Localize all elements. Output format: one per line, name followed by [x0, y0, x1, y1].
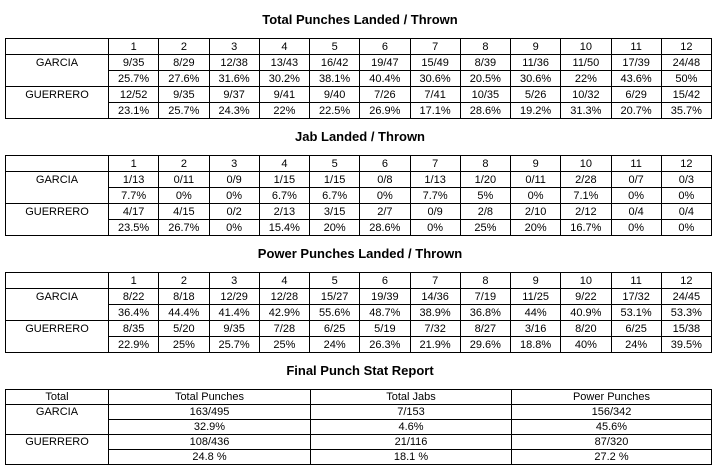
landed-thrown-cell: 9/22 [561, 289, 611, 305]
percentage-cell: 0% [410, 220, 460, 236]
landed-thrown-cell: 4/17 [109, 204, 159, 220]
landed-thrown-cell: 0/3 [661, 172, 711, 188]
round-header-9: 9 [511, 273, 561, 289]
table-row [6, 450, 712, 465]
percentage-cell: 38.9% [410, 305, 460, 321]
percentage-cell: 17.1% [410, 103, 460, 119]
landed-thrown-cell: 0/8 [360, 172, 410, 188]
landed-thrown-cell: 17/39 [611, 55, 661, 71]
round-header-11: 11 [611, 156, 661, 172]
landed-thrown-cell: 3/16 [511, 321, 561, 337]
final-percentage-cell: 32.9% [109, 420, 311, 435]
final-percentage-cell: 27.2 % [512, 450, 712, 465]
round-header-12: 12 [661, 273, 711, 289]
landed-thrown-cell: 9/35 [209, 321, 259, 337]
percentage-cell: 44.4% [159, 305, 209, 321]
round-header-2: 2 [159, 156, 209, 172]
percentage-cell: 27.6% [159, 71, 209, 87]
fighter-name-continued [6, 420, 109, 435]
round-header-1: 1 [109, 273, 159, 289]
table-row [6, 289, 712, 305]
header-blank-cell [6, 273, 109, 289]
percentage-cell: 26.7% [159, 220, 209, 236]
landed-thrown-cell: 24/45 [661, 289, 711, 305]
landed-thrown-cell: 2/10 [511, 204, 561, 220]
round-header-8: 8 [460, 156, 510, 172]
round-header-5: 5 [310, 39, 360, 55]
percentage-cell: 24.3% [209, 103, 259, 119]
fighter-name: GARCIA [6, 405, 109, 420]
final-percentage-cell: 18.1 % [311, 450, 512, 465]
percentage-cell: 0% [511, 188, 561, 204]
total-punches-section [0, 12, 720, 119]
landed-thrown-cell: 8/22 [109, 289, 159, 305]
landed-thrown-cell: 8/20 [561, 321, 611, 337]
table-row [6, 103, 712, 119]
landed-thrown-cell: 7/19 [460, 289, 510, 305]
landed-thrown-cell: 15/42 [661, 87, 711, 103]
landed-thrown-cell: 6/25 [310, 321, 360, 337]
round-header-10: 10 [561, 39, 611, 55]
final-header-cell: Total [6, 390, 109, 405]
final-report-section [0, 363, 720, 465]
jab-title: Jab Landed / Thrown [294, 129, 425, 144]
final-count-cell: 87/320 [512, 435, 712, 450]
percentage-cell: 44% [511, 305, 561, 321]
percentage-cell: 43.6% [611, 71, 661, 87]
round-header-7: 7 [410, 273, 460, 289]
landed-thrown-cell: 6/25 [611, 321, 661, 337]
table-row [6, 405, 712, 420]
landed-thrown-cell: 1/20 [460, 172, 510, 188]
percentage-cell: 41.4% [209, 305, 259, 321]
percentage-cell: 15.4% [259, 220, 309, 236]
table-header-row [6, 39, 712, 55]
percentage-cell: 28.6% [460, 103, 510, 119]
round-header-4: 4 [259, 273, 309, 289]
table-row [6, 220, 712, 236]
table-row [6, 321, 712, 337]
fighter-name-continued [6, 450, 109, 465]
fighter-name: GUERRERO [6, 204, 109, 220]
table-row [6, 337, 712, 353]
header-blank-cell [6, 156, 109, 172]
percentage-cell: 21.9% [410, 337, 460, 353]
total-punches-title: Total Punches Landed / Thrown [262, 12, 458, 27]
landed-thrown-cell: 0/4 [661, 204, 711, 220]
percentage-cell: 25% [159, 337, 209, 353]
round-header-3: 3 [209, 156, 259, 172]
landed-thrown-cell: 0/2 [209, 204, 259, 220]
final-percentage-cell: 45.6% [512, 420, 712, 435]
landed-thrown-cell: 2/8 [460, 204, 510, 220]
percentage-cell: 25.7% [159, 103, 209, 119]
percentage-cell: 55.6% [310, 305, 360, 321]
landed-thrown-cell: 5/19 [360, 321, 410, 337]
landed-thrown-cell: 15/38 [661, 321, 711, 337]
landed-thrown-cell: 0/7 [611, 172, 661, 188]
percentage-cell: 6.7% [310, 188, 360, 204]
percentage-cell: 0% [611, 188, 661, 204]
fighter-name-continued [6, 305, 109, 321]
landed-thrown-cell: 0/11 [511, 172, 561, 188]
landed-thrown-cell: 11/25 [511, 289, 561, 305]
table-row [6, 55, 712, 71]
round-header-6: 6 [360, 273, 410, 289]
percentage-cell: 30.6% [410, 71, 460, 87]
round-header-9: 9 [511, 156, 561, 172]
table-row [6, 305, 712, 321]
round-header-4: 4 [259, 156, 309, 172]
landed-thrown-cell: 5/26 [511, 87, 561, 103]
fighter-name-continued [6, 188, 109, 204]
round-header-1: 1 [109, 156, 159, 172]
percentage-cell: 7.1% [561, 188, 611, 204]
landed-thrown-cell: 12/29 [209, 289, 259, 305]
round-header-12: 12 [661, 156, 711, 172]
round-header-6: 6 [360, 39, 410, 55]
table-row [6, 71, 712, 87]
landed-thrown-cell: 9/37 [209, 87, 259, 103]
final-count-cell: 108/436 [109, 435, 311, 450]
percentage-cell: 36.8% [460, 305, 510, 321]
percentage-cell: 24% [611, 337, 661, 353]
header-blank-cell [6, 39, 109, 55]
landed-thrown-cell: 15/49 [410, 55, 460, 71]
percentage-cell: 0% [159, 188, 209, 204]
percentage-cell: 6.7% [259, 188, 309, 204]
final-count-cell: 156/342 [512, 405, 712, 420]
power-punches-title: Power Punches Landed / Thrown [257, 246, 463, 261]
percentage-cell: 38.1% [310, 71, 360, 87]
percentage-cell: 40.4% [360, 71, 410, 87]
percentage-cell: 7.7% [109, 188, 159, 204]
percentage-cell: 0% [611, 220, 661, 236]
percentage-cell: 19.2% [511, 103, 561, 119]
percentage-cell: 20% [310, 220, 360, 236]
fighter-name-continued [6, 220, 109, 236]
landed-thrown-cell: 14/36 [410, 289, 460, 305]
percentage-cell: 0% [661, 220, 711, 236]
landed-thrown-cell: 0/9 [410, 204, 460, 220]
landed-thrown-cell: 8/35 [109, 321, 159, 337]
final-percentage-cell: 24.8 % [109, 450, 311, 465]
percentage-cell: 30.6% [511, 71, 561, 87]
landed-thrown-cell: 5/20 [159, 321, 209, 337]
landed-thrown-cell: 2/7 [360, 204, 410, 220]
landed-thrown-cell: 9/41 [259, 87, 309, 103]
fighter-name: GARCIA [6, 55, 109, 71]
round-header-5: 5 [310, 156, 360, 172]
landed-thrown-cell: 2/28 [561, 172, 611, 188]
final-report-table [5, 389, 712, 465]
landed-thrown-cell: 8/27 [460, 321, 510, 337]
percentage-cell: 20.5% [460, 71, 510, 87]
landed-thrown-cell: 12/28 [259, 289, 309, 305]
landed-thrown-cell: 11/50 [561, 55, 611, 71]
percentage-cell: 0% [209, 188, 259, 204]
final-count-cell: 7/153 [311, 405, 512, 420]
percentage-cell: 48.7% [360, 305, 410, 321]
round-header-7: 7 [410, 39, 460, 55]
percentage-cell: 7.7% [410, 188, 460, 204]
landed-thrown-cell: 16/42 [310, 55, 360, 71]
round-header-6: 6 [360, 156, 410, 172]
fighter-name: GUERRERO [6, 87, 109, 103]
percentage-cell: 26.3% [360, 337, 410, 353]
table-row [6, 420, 712, 435]
fighter-name-continued [6, 337, 109, 353]
table-row [6, 172, 712, 188]
final-percentage-cell: 4.6% [311, 420, 512, 435]
round-header-8: 8 [460, 273, 510, 289]
landed-thrown-cell: 13/43 [259, 55, 309, 71]
landed-thrown-cell: 12/38 [209, 55, 259, 71]
round-header-10: 10 [561, 156, 611, 172]
final-report-title: Final Punch Stat Report [286, 363, 434, 378]
round-header-12: 12 [661, 39, 711, 55]
percentage-cell: 42.9% [259, 305, 309, 321]
percentage-cell: 35.7% [661, 103, 711, 119]
jab-table [5, 155, 712, 236]
percentage-cell: 31.3% [561, 103, 611, 119]
landed-thrown-cell: 7/41 [410, 87, 460, 103]
landed-thrown-cell: 3/15 [310, 204, 360, 220]
landed-thrown-cell: 0/4 [611, 204, 661, 220]
landed-thrown-cell: 6/29 [611, 87, 661, 103]
power-punches-section [0, 246, 720, 353]
percentage-cell: 26.9% [360, 103, 410, 119]
landed-thrown-cell: 4/15 [159, 204, 209, 220]
landed-thrown-cell: 12/52 [109, 87, 159, 103]
landed-thrown-cell: 8/29 [159, 55, 209, 71]
table-row [6, 87, 712, 103]
landed-thrown-cell: 8/18 [159, 289, 209, 305]
landed-thrown-cell: 8/39 [460, 55, 510, 71]
percentage-cell: 22.5% [310, 103, 360, 119]
percentage-cell: 0% [209, 220, 259, 236]
landed-thrown-cell: 1/15 [259, 172, 309, 188]
power-punches-table [5, 272, 712, 353]
landed-thrown-cell: 1/13 [410, 172, 460, 188]
final-header-cell: Total Jabs [311, 390, 512, 405]
percentage-cell: 16.7% [561, 220, 611, 236]
round-header-5: 5 [310, 273, 360, 289]
landed-thrown-cell: 9/35 [159, 87, 209, 103]
final-count-cell: 21/116 [311, 435, 512, 450]
landed-thrown-cell: 15/27 [310, 289, 360, 305]
landed-thrown-cell: 17/32 [611, 289, 661, 305]
table-header-row [6, 156, 712, 172]
percentage-cell: 39.5% [661, 337, 711, 353]
percentage-cell: 31.6% [209, 71, 259, 87]
landed-thrown-cell: 2/12 [561, 204, 611, 220]
percentage-cell: 50% [661, 71, 711, 87]
fighter-name: GARCIA [6, 172, 109, 188]
landed-thrown-cell: 7/32 [410, 321, 460, 337]
landed-thrown-cell: 19/47 [360, 55, 410, 71]
percentage-cell: 29.6% [460, 337, 510, 353]
percentage-cell: 5% [460, 188, 510, 204]
round-header-3: 3 [209, 273, 259, 289]
percentage-cell: 0% [661, 188, 711, 204]
round-header-9: 9 [511, 39, 561, 55]
percentage-cell: 20% [511, 220, 561, 236]
landed-thrown-cell: 1/13 [109, 172, 159, 188]
round-header-4: 4 [259, 39, 309, 55]
percentage-cell: 22.9% [109, 337, 159, 353]
round-header-3: 3 [209, 39, 259, 55]
landed-thrown-cell: 7/26 [360, 87, 410, 103]
fighter-name-continued [6, 71, 109, 87]
landed-thrown-cell: 9/40 [310, 87, 360, 103]
total-punches-table [5, 38, 712, 119]
percentage-cell: 30.2% [259, 71, 309, 87]
round-header-2: 2 [159, 39, 209, 55]
landed-thrown-cell: 0/9 [209, 172, 259, 188]
percentage-cell: 25.7% [209, 337, 259, 353]
percentage-cell: 40.9% [561, 305, 611, 321]
final-header-cell: Total Punches [109, 390, 311, 405]
final-count-cell: 163/495 [109, 405, 311, 420]
percentage-cell: 25% [259, 337, 309, 353]
landed-thrown-cell: 24/48 [661, 55, 711, 71]
landed-thrown-cell: 10/35 [460, 87, 510, 103]
landed-thrown-cell: 11/36 [511, 55, 561, 71]
final-header-cell: Power Punches [512, 390, 712, 405]
percentage-cell: 18.8% [511, 337, 561, 353]
table-row [6, 188, 712, 204]
landed-thrown-cell: 19/39 [360, 289, 410, 305]
round-header-11: 11 [611, 273, 661, 289]
round-header-8: 8 [460, 39, 510, 55]
percentage-cell: 28.6% [360, 220, 410, 236]
landed-thrown-cell: 2/13 [259, 204, 309, 220]
landed-thrown-cell: 7/28 [259, 321, 309, 337]
landed-thrown-cell: 9/35 [109, 55, 159, 71]
landed-thrown-cell: 10/32 [561, 87, 611, 103]
percentage-cell: 23.1% [109, 103, 159, 119]
percentage-cell: 36.4% [109, 305, 159, 321]
percentage-cell: 24% [310, 337, 360, 353]
percentage-cell: 22% [561, 71, 611, 87]
table-row [6, 204, 712, 220]
percentage-cell: 20.7% [611, 103, 661, 119]
round-header-10: 10 [561, 273, 611, 289]
round-header-1: 1 [109, 39, 159, 55]
landed-thrown-cell: 0/11 [159, 172, 209, 188]
fighter-name: GUERRERO [6, 435, 109, 450]
percentage-cell: 53.3% [661, 305, 711, 321]
fighter-name-continued [6, 103, 109, 119]
jab-section [0, 129, 720, 236]
round-header-11: 11 [611, 39, 661, 55]
fighter-name: GUERRERO [6, 321, 109, 337]
table-header-row [6, 273, 712, 289]
table-header-row [6, 390, 712, 405]
round-header-2: 2 [159, 273, 209, 289]
percentage-cell: 22% [259, 103, 309, 119]
fighter-name: GARCIA [6, 289, 109, 305]
percentage-cell: 25.7% [109, 71, 159, 87]
percentage-cell: 23.5% [109, 220, 159, 236]
percentage-cell: 0% [360, 188, 410, 204]
landed-thrown-cell: 1/15 [310, 172, 360, 188]
percentage-cell: 40% [561, 337, 611, 353]
table-row [6, 435, 712, 450]
percentage-cell: 53.1% [611, 305, 661, 321]
round-header-7: 7 [410, 156, 460, 172]
percentage-cell: 25% [460, 220, 510, 236]
